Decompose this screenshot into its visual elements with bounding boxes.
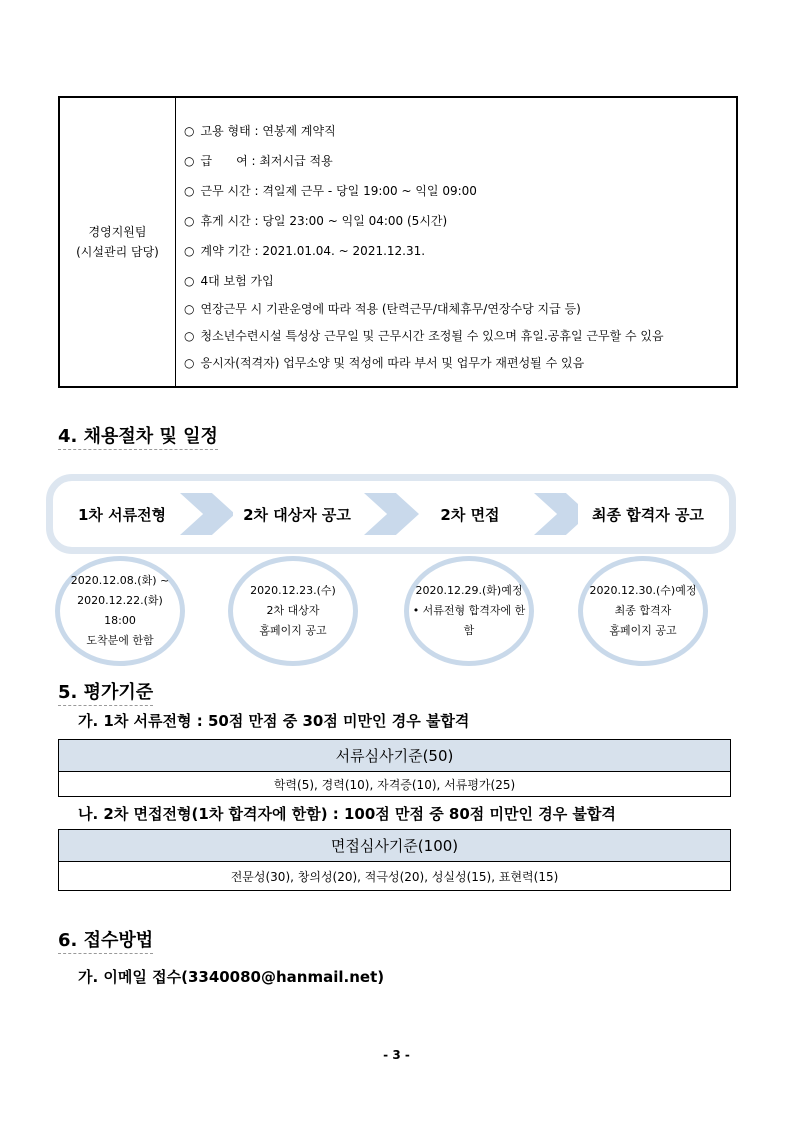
section-6-title: 6. 접수방법 [58, 926, 153, 954]
email-application-text: 가. 이메일 접수(3340080@hanmail.net) [78, 968, 385, 986]
table-cell: 전문성(30), 창의성(20), 적극성(20), 성실성(15), 표현력(15) [230, 869, 559, 884]
circle-bullet-icon: ○ [184, 274, 195, 288]
circle-bullet-icon: ○ [184, 184, 195, 198]
step-interview: 2차 면접 [420, 491, 520, 537]
detail-overtime: ○ 연장근무 시 기관운영에 따라 적용 (탄력근무/대체휴무/연장수당 지급 등) [184, 302, 581, 316]
schedule-line: 홈페이지 공고 [259, 624, 327, 637]
department-cell [60, 98, 176, 386]
circle-bullet-icon: ○ [184, 302, 195, 316]
circle-bullet-icon: ○ [184, 124, 195, 138]
schedule-final-notice [578, 556, 708, 666]
circle-bullet-icon: ○ [184, 329, 195, 343]
department-name: 경영지원팀 [88, 225, 147, 239]
detail-schedule-adjustment: ○ 청소년수련시설 특성상 근무일 및 근무시간 조정될 수 있으며 휴일.공휴일 근무할 수 있음 [184, 329, 664, 343]
schedule-line: 홈페이지 공고 [609, 624, 677, 637]
interview-criteria-table [58, 829, 731, 891]
schedule-document-screening [55, 556, 185, 666]
schedule-line: 최종 합격자 [614, 604, 672, 617]
schedule-line: • 서류전형 합격자에 한함 [412, 604, 526, 637]
detail-reassignment: ○ 응시자(적격자) 업무소양 및 적성에 따라 부서 및 업무가 재편성될 수 있음 [184, 356, 585, 370]
detail-insurance: ○ 4대 보험 가입 [184, 274, 274, 288]
interview-criteria-text: 나. 2차 면접전형(1차 합격자에 한함) : 100점 만점 중 80점 미만인 경우 불합격 [78, 805, 616, 823]
job-conditions-table [58, 96, 738, 388]
circle-bullet-icon: ○ [184, 244, 195, 258]
detail-work-hours: ○ 근무 시간 : 격일제 근무 - 당일 19:00 ~ 익일 09:00 [184, 184, 477, 198]
section-4-title: 4. 채용절차 및 일정 [58, 422, 218, 450]
job-details-cell [176, 98, 736, 386]
detail-employment-type: ○ 고용 형태 : 연봉제 계약직 [184, 124, 336, 138]
schedule-line: 2020.12.23.(수) [250, 584, 336, 597]
detail-break-time: ○ 휴게 시간 : 당일 23:00 ~ 익일 04:00 (5시간) [184, 214, 448, 228]
department-role: (시설관리 담당) [76, 245, 159, 259]
table-header: 서류심사기준(50) [59, 740, 730, 772]
schedule-line: 도착분에 한함 [86, 634, 154, 647]
schedule-line: 2020.12.08.(화) ~ [70, 574, 170, 587]
table-header: 면접심사기준(100) [59, 830, 730, 862]
schedule-line: 2020.12.22.(화) 18:00 [77, 594, 163, 627]
step-candidate-notice: 2차 대상자 공고 [233, 491, 361, 537]
schedule-interview [404, 556, 534, 666]
document-screening-criteria-text: 가. 1차 서류전형 : 50점 만점 중 30점 미만인 경우 불합격 [78, 712, 470, 730]
page-number: - 3 - [383, 1048, 410, 1062]
circle-bullet-icon: ○ [184, 356, 195, 370]
schedule-line: 2차 대상자 [266, 604, 320, 617]
circle-bullet-icon: ○ [184, 154, 195, 168]
step-document-screening: 1차 서류전형 [64, 491, 180, 537]
detail-contract-period: ○ 계약 기간 : 2021.01.04. ~ 2021.12.31. [184, 244, 426, 258]
document-criteria-table [58, 739, 731, 797]
table-cell: 학력(5), 경력(10), 자격증(10), 서류평가(25) [273, 777, 516, 792]
schedule-candidate-notice [228, 556, 358, 666]
section-5-title: 5. 평가기준 [58, 678, 153, 706]
detail-salary: ○ 급 여 : 최저시급 적용 [184, 154, 333, 168]
circle-bullet-icon: ○ [184, 214, 195, 228]
schedule-line: 2020.12.29.(화)예정 [415, 584, 523, 597]
schedule-line: 2020.12.30.(수)예정 [589, 584, 697, 597]
step-final-notice: 최종 합격자 공고 [578, 491, 718, 537]
